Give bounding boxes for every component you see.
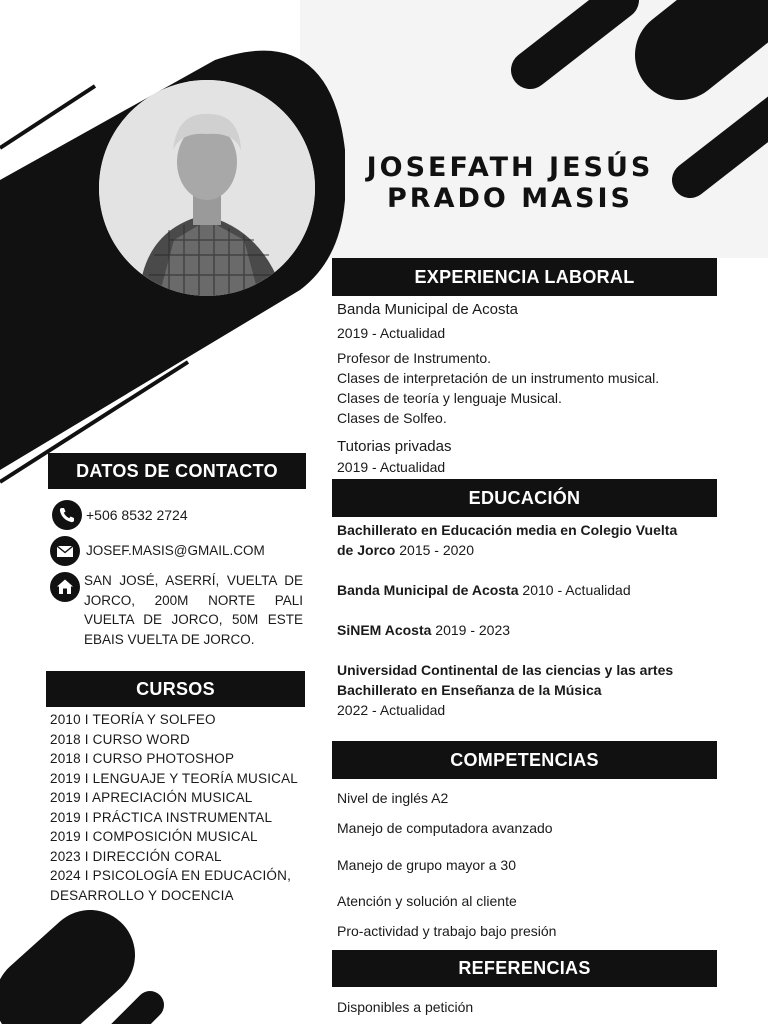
course-item: 2019 I APRECIACIÓN MUSICAL (50, 790, 253, 805)
job-duty: Clases de teoría y lenguaje Musical. (337, 390, 562, 406)
course-item: 2010 I TEORÍA Y SOLFEO (50, 712, 216, 727)
skill-item: Pro-actividad y trabajo bajo presión (337, 923, 557, 939)
skill-item: Nivel de inglés A2 (337, 790, 449, 806)
job-duty: Clases de interpretación de un instrumento musical. (337, 370, 660, 386)
full-name (340, 152, 680, 214)
job-period: 2019 - Actualidad (337, 325, 446, 341)
phone-icon (52, 500, 82, 530)
education-item (337, 540, 474, 560)
education-period: 2019 - 2023 (435, 622, 511, 638)
skill-item: Manejo de computadora avanzado (337, 820, 553, 836)
job-org: Banda Municipal de Acosta (337, 301, 518, 318)
courses-list (50, 710, 310, 905)
education-title: Universidad Continental de las ciencias y las artes (337, 662, 674, 678)
skill-item: Atención y solución al cliente (337, 893, 517, 909)
skills-heading: COMPETENCIAS (332, 741, 717, 779)
course-item: 2023 I DIRECCIÓN CORAL (50, 848, 222, 864)
education-heading: EDUCACIÓN (332, 479, 717, 517)
person-silhouette-icon (99, 80, 315, 296)
job-org: Tutorias privadas (337, 438, 452, 455)
education-title: SiNEM Acosta (337, 622, 432, 638)
phone-number: +506 8532 2724 (86, 507, 188, 523)
mail-icon (50, 536, 80, 566)
education-title: Bachillerato en Enseñanza de la Música (337, 682, 602, 698)
education-title: Banda Municipal de Acosta (337, 582, 519, 598)
job-period: 2019 - Actualidad (337, 459, 446, 475)
skill-item: Manejo de grupo mayor a 30 (337, 857, 516, 873)
email-address: JOSEF.MASIS@GMAIL.COM (86, 543, 265, 558)
education-item (337, 580, 631, 600)
education-item (337, 620, 510, 640)
home-icon (50, 572, 80, 602)
education-title: de Jorco (337, 542, 396, 558)
course-item: 2018 I CURSO WORD (50, 731, 190, 747)
course-item: 2019 I LENGUAJE Y TEORÍA MUSICAL (50, 770, 299, 786)
home-address: SAN JOSÉ, ASERRÍ, VUELTA DE JORCO, 200M NORTE PALI VUELTA DE JORCO, 50M ESTE EBAIS VUELTA DE JORCO. (84, 573, 303, 647)
job-duty: Clases de Solfeo. (337, 410, 447, 426)
course-item: 2024 I PSICOLOGÍA EN EDUCACIÓN, (50, 868, 292, 883)
job-duty: Profesor de Instrumento. (337, 350, 492, 366)
education-title: Bachillerato en Educación media en Colegio Vuelta (337, 522, 678, 538)
course-item: DESARROLLO Y DOCENCIA (50, 887, 234, 903)
course-item: 2018 I CURSO PHOTOSHOP (50, 751, 235, 766)
experience-heading: EXPERIENCIA LABORAL (332, 258, 717, 296)
course-item: 2019 I COMPOSICIÓN MUSICAL (50, 829, 258, 844)
name-line-2: PRADO MASIS (387, 183, 633, 214)
references-text: Disponibles a petición (337, 999, 474, 1015)
contact-heading: DATOS DE CONTACTO (48, 453, 306, 489)
course-item: 2019 I PRÁCTICA INSTRUMENTAL (50, 809, 273, 825)
education-period: 2022 - Actualidad (337, 702, 446, 718)
education-period: 2010 - Actualidad (522, 582, 631, 598)
name-line-1: JOSEFATH JESÚS (366, 152, 654, 183)
references-heading: REFERENCIAS (332, 950, 717, 987)
education-period: 2015 - 2020 (399, 542, 474, 558)
courses-heading: CURSOS (46, 671, 305, 707)
profile-photo (99, 80, 315, 296)
